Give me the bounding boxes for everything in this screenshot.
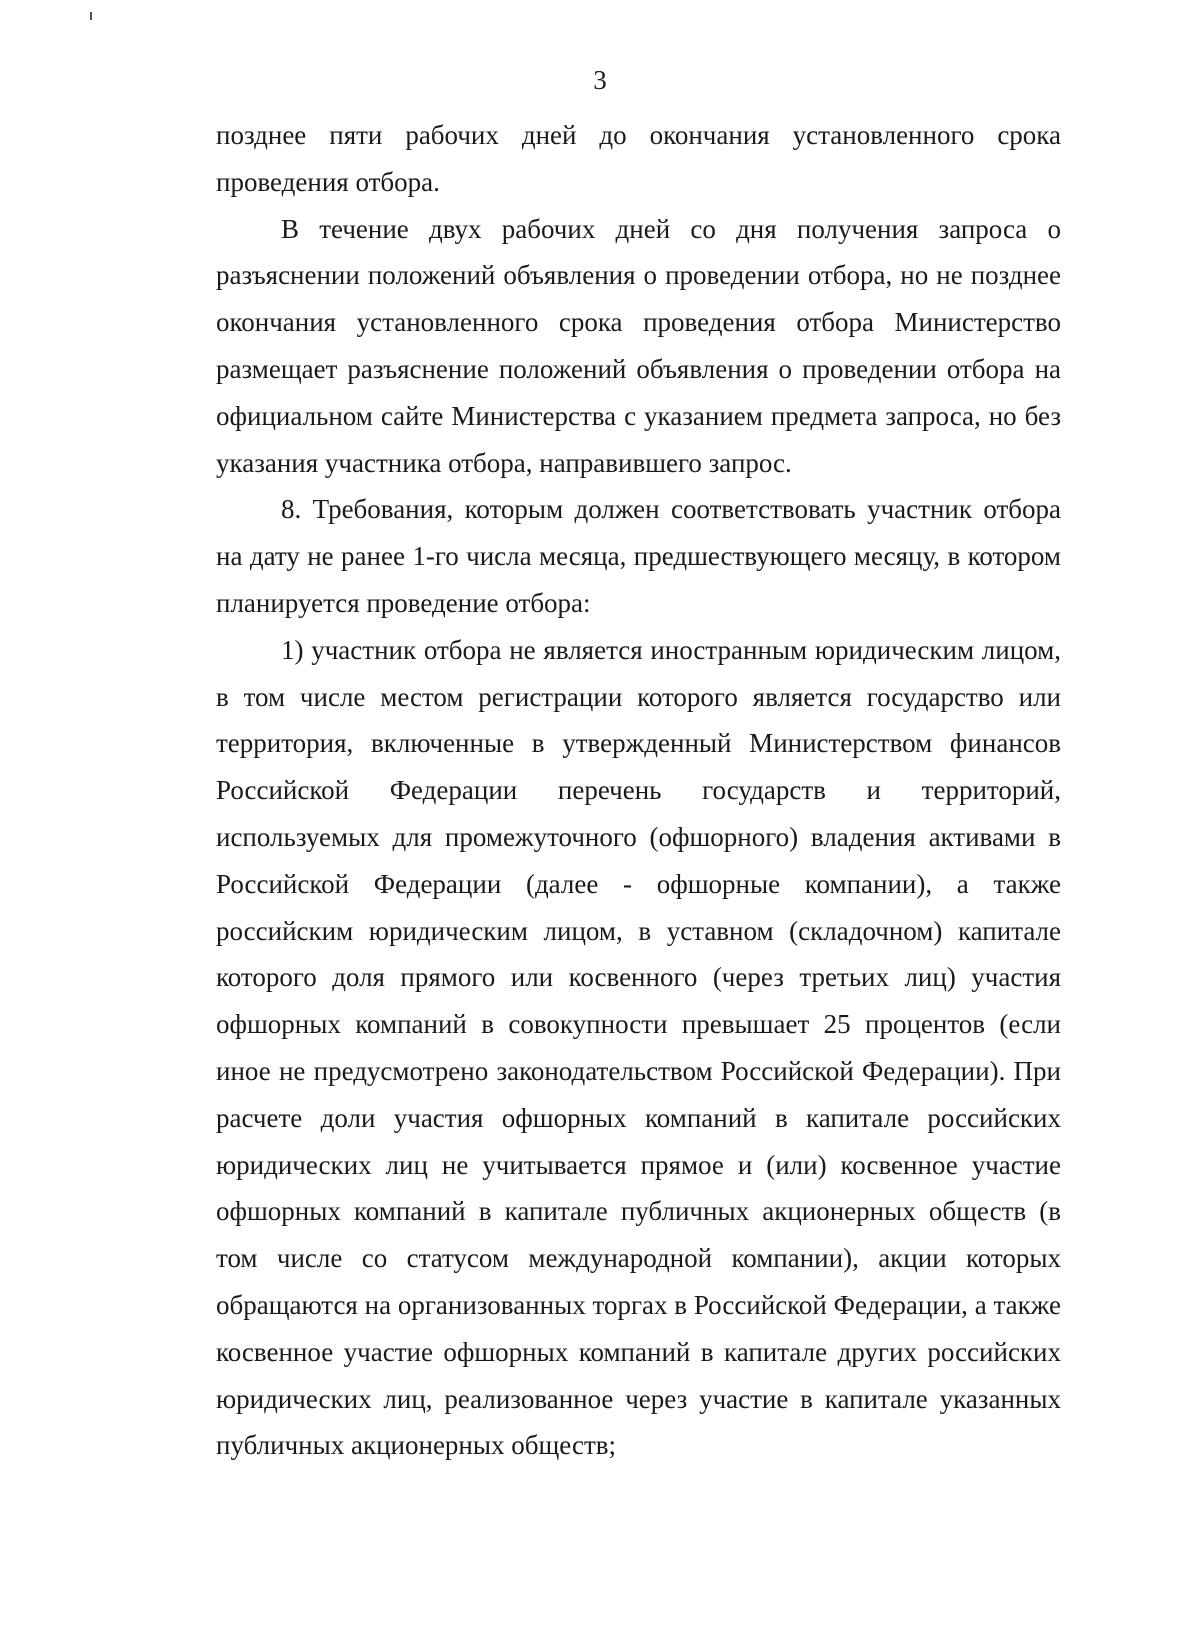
- scan-artifact-mark: [90, 12, 92, 20]
- page-number: 3: [593, 65, 607, 95]
- document-body: [216, 112, 1061, 1469]
- paragraph-clarification: В течение двух рабочих дней со дня получения запроса о разъяснении положений объявления о проведении отбора, но не позднее окончания установленного срока проведения отбора Министерство размещает разъяснение положений объявления о проведении отбора на официальном сайте Министерства с указанием предмета запроса, но без указания участника отбора, направившего запрос.: [216, 213, 1061, 478]
- paragraph-requirement-1: 1) участник отбора не является иностранным юридическим лицом, в том числе местом регистрации которого является государство или территория, включенные в утвержденный Министерством финансов Российской Федерации перечень государств и территорий, используемых для промежуточного (офшорного) владения активами в Российской Федерации (далее - офшорные компании), а также российским юридическим лицом, в уставном (складочном) капитале которого доля прямого или косвенного (через третьих лиц) участия офшорных компаний в совокупности превышает 25 процентов (если иное не предусмотрено законодательством Российской Федерации). При расчете доли участия офшорных компаний в капитале российских юридических лиц не учитывается прямое и (или) косвенное участие офшорных компаний в капитале публичных акционерных обществ (в том числе со статусом международной компании), акции которых обращаются на организованных торгах в Российской Федерации, а также косвенное участие офшорных компаний в капитале других российских юридических лиц, реализованное через участие в капитале указанных публичных акционерных обществ;: [216, 634, 1061, 1461]
- paragraph-requirements-8: 8. Требования, которым должен соответствовать участник отбора на дату не ранее 1-го числа месяца, предшествующего месяцу, в котором планируется проведение отбора:: [216, 494, 1061, 618]
- paragraph-continuation: позднее пяти рабочих дней до окончания установленного срока проведения отбора.: [216, 120, 1061, 197]
